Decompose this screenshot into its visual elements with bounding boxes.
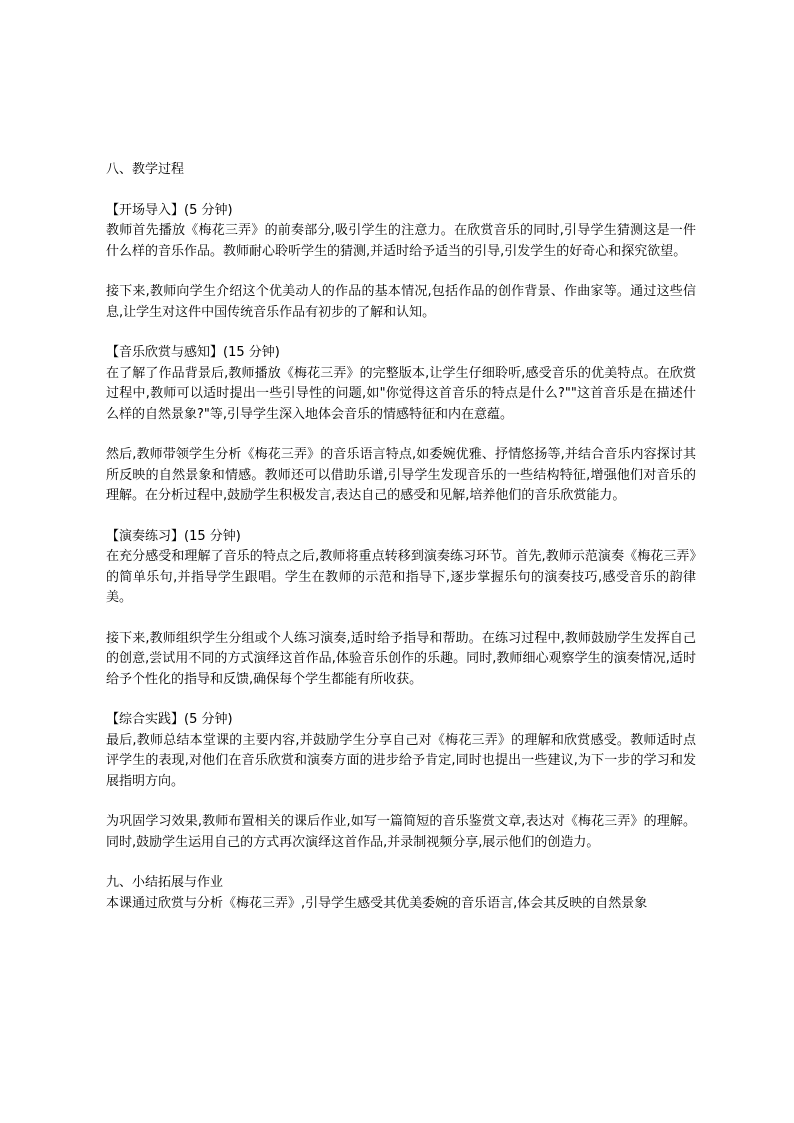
- part-2-paragraph-2: 然后,教师带领学生分析《梅花三弄》的音乐语言特点,如委婉优雅、抒情悠扬等,并结合音乐内容探讨其所反映的自然景象和情感。教师还可以借助乐谱,引导学生发现音乐的一些结构特征,增强他们对音乐的理解。在分析过程中,鼓励学生积极发言,表达自己的感受和见解,培养他们的音乐欣赏能力。: [106, 447, 696, 503]
- section-8-title: 八、教学过程: [106, 162, 185, 177]
- part-3-heading: 【演奏练习】(15 分钟): [106, 528, 241, 544]
- part-3-paragraph-2: 接下来,教师组织学生分组或个人练习演奏,适时给予指导和帮助。在练习过程中,教师鼓励学生发挥自己的创意,尝试用不同的方式演绎这首作品,体验音乐创作的乐趣。同时,教师细心观察学生的演奏情况,适时给予个性化的指导和反馈,确保每个学生都能有所收获。: [106, 630, 696, 687]
- part-4-paragraph-2: 为巩固学习效果,教师布置相关的课后作业,如写一篇简短的音乐鉴赏文章,表达对《梅花三弄》的理解。同时,鼓励学生运用自己的方式再次演绎这首作品,并录制视频分享,展示他们的创造力。: [106, 814, 696, 850]
- section-9-title: 九、小结拓展与作业: [106, 875, 224, 890]
- part-2-paragraph-1: 在了解了作品背景后,教师播放《梅花三弄》的完整版本,让学生仔细聆听,感受音乐的优美特点。在欣赏过程中,教师可以适时提出一些引导性的问题,如"你觉得这首音乐的特点是什么?""这首音乐是在描述什么样的自然景象?"等,引导学生深入地体会音乐的情感特征和内在意蕴。: [106, 365, 696, 422]
- part-4-heading: 【综合实践】(5 分钟): [106, 712, 233, 727]
- part-1-paragraph-1: 教师首先播放《梅花三弄》的前奏部分,吸引学生的注意力。在欣赏音乐的同时,引导学生猜测这是一件什么样的音乐作品。教师耐心聆听学生的猜测,并适时给予适当的引导,引发学生的好奇心和探究欲望。: [106, 223, 696, 259]
- part-2-heading: 【音乐欣赏与感知】(15 分钟): [106, 345, 280, 360]
- section-9-paragraph: 本课通过欣赏与分析《梅花三弄》,引导学生感受其优美委婉的音乐语言,体会其反映的自然景象: [106, 895, 648, 911]
- part-1-heading: 【开场导入】(5 分钟): [106, 202, 233, 218]
- part-1-paragraph-2: 接下来,教师向学生介绍这个优美动人的作品的基本情况,包括作品的创作背景、作曲家等。通过这些信息,让学生对这件中国传统音乐作品有初步的了解和认知。: [106, 284, 696, 320]
- document-page: [106, 160, 696, 914]
- part-3-paragraph-1: 在充分感受和理解了音乐的特点之后,教师将重点转移到演奏练习环节。首先,教师示范演奏《梅花三弄》的简单乐句,并指导学生跟唱。学生在教师的示范和指导下,逐步掌握乐句的演奏技巧,感受音乐的韵律美。: [106, 549, 696, 605]
- part-4-paragraph-1: 最后,教师总结本堂课的主要内容,并鼓励学生分享自己对《梅花三弄》的理解和欣赏感受。教师适时点评学生的表现,对他们在音乐欣赏和演奏方面的进步给予肯定,同时也提出一些建议,为下一步的学习和发展指明方向。: [106, 732, 696, 789]
